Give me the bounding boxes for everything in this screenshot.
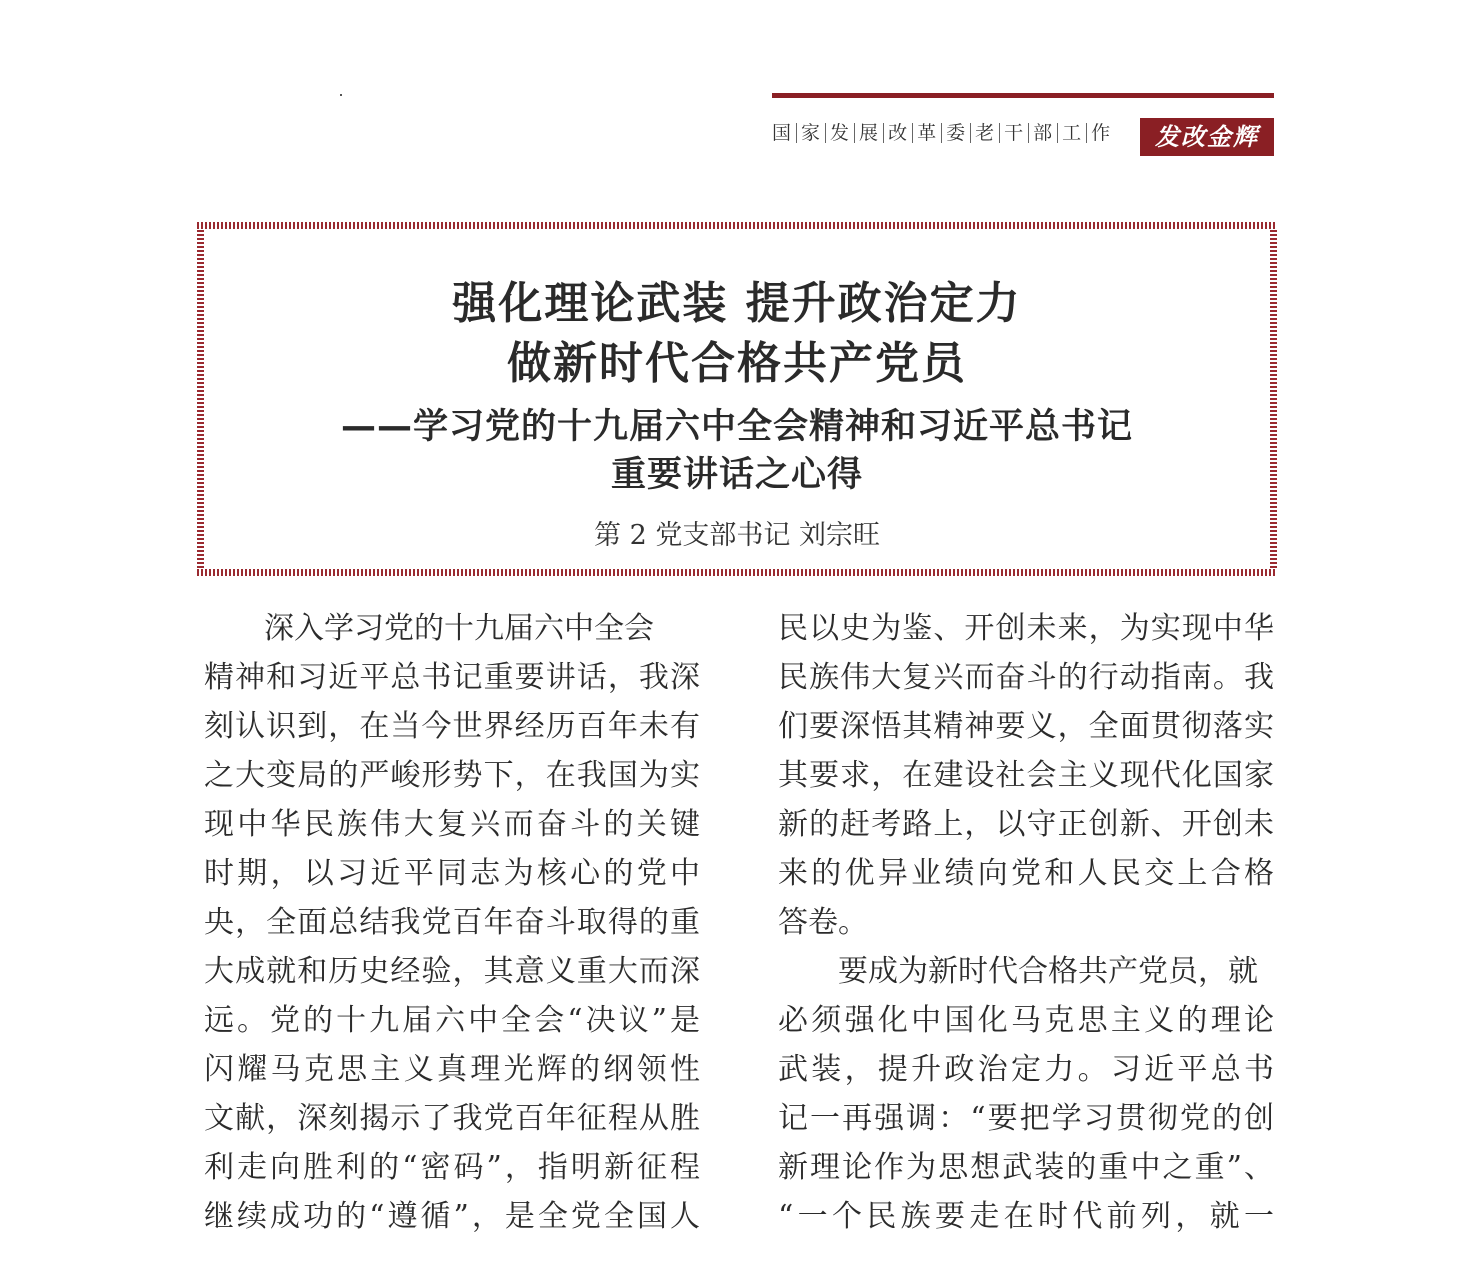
article-subtitle-line-1: ——学习党的十九届六中全会精神和习近平总书记 <box>340 407 1133 447</box>
body-column-left <box>204 604 700 1241</box>
text-line: 央，全面总结我党百年奋斗取得的重 <box>204 905 700 940</box>
text-line: 刻认识到，在当今世界经历百年未有 <box>204 709 700 744</box>
text-line: 新的赶考路上，以守正创新、开创未 <box>778 807 1274 842</box>
text-line: 民以史为鉴、开创未来，为实现中华 <box>778 611 1274 646</box>
text-line: 大成就和历史经验，其意义重大而深 <box>204 954 700 989</box>
text-line: 深入学习党的十九届六中全会 <box>204 611 654 646</box>
org-name <box>772 122 1115 144</box>
text-line: 来的优异业绩向党和人民交上合格 <box>778 856 1274 891</box>
text-line: 新理论作为思想武装的重中之重”、 <box>778 1150 1274 1185</box>
text-line: 继续成功的“遵循”，是全党全国人 <box>204 1199 700 1234</box>
text-line: 远。党的十九届六中全会“决议”是 <box>204 1003 700 1038</box>
org-char: 委 <box>941 123 970 143</box>
author-byline: 第 2 党支部书记 刘宗旺 <box>594 520 880 551</box>
article-title-line-1: 强化理论武装 提升政治定力 <box>452 278 1022 329</box>
title-frame <box>197 222 1277 576</box>
running-header <box>772 118 1274 156</box>
org-char: 家 <box>796 123 825 143</box>
text-line: 记一再强调：“要把学习贯彻党的创 <box>778 1101 1274 1136</box>
org-char: 革 <box>912 123 941 143</box>
text-line: 闪耀马克思主义真理光辉的纲领性 <box>204 1052 700 1087</box>
org-char: 展 <box>854 123 883 143</box>
org-char: 改 <box>883 123 912 143</box>
org-char: 干 <box>999 123 1028 143</box>
text-line: 文献，深刻揭示了我党百年征程从胜 <box>204 1101 700 1136</box>
stray-dot <box>340 94 342 96</box>
org-char: 工 <box>1057 123 1086 143</box>
text-line: 必须强化中国化马克思主义的理论 <box>778 1003 1274 1038</box>
text-line: 精神和习近平总书记重要讲话，我深 <box>204 660 700 695</box>
org-char: 国 <box>772 122 793 144</box>
article-subtitle-line-2: 重要讲话之心得 <box>610 455 863 495</box>
org-char: 部 <box>1028 123 1057 143</box>
org-char: 作 <box>1086 123 1115 143</box>
org-char: 老 <box>970 123 999 143</box>
text-line: 民族伟大复兴而奋斗的行动指南。我 <box>778 660 1274 695</box>
org-char: 发 <box>825 123 854 143</box>
header-rule <box>772 93 1274 98</box>
text-line: 利走向胜利的“密码”，指明新征程 <box>204 1150 700 1185</box>
text-line: 现中华民族伟大复兴而奋斗的关键 <box>204 807 700 842</box>
text-line: 们要深悟其精神要义，全面贯彻落实 <box>778 709 1274 744</box>
text-line: 时期，以习近平同志为核心的党中 <box>204 856 700 891</box>
text-line: 其要求，在建设社会主义现代化国家 <box>778 758 1274 793</box>
text-line: 答卷。 <box>778 905 868 940</box>
text-line: “一个民族要走在时代前列，就一 <box>778 1199 1274 1234</box>
text-line: 武装，提升政治定力。习近平总书 <box>778 1052 1274 1087</box>
body-column-right <box>778 604 1274 1241</box>
column-badge: 发改金辉 <box>1140 118 1274 156</box>
article-title-line-2: 做新时代合格共产党员 <box>507 338 967 389</box>
text-line: 要成为新时代合格共产党员，就 <box>778 954 1258 989</box>
text-line: 之大变局的严峻形势下，在我国为实 <box>204 758 700 793</box>
